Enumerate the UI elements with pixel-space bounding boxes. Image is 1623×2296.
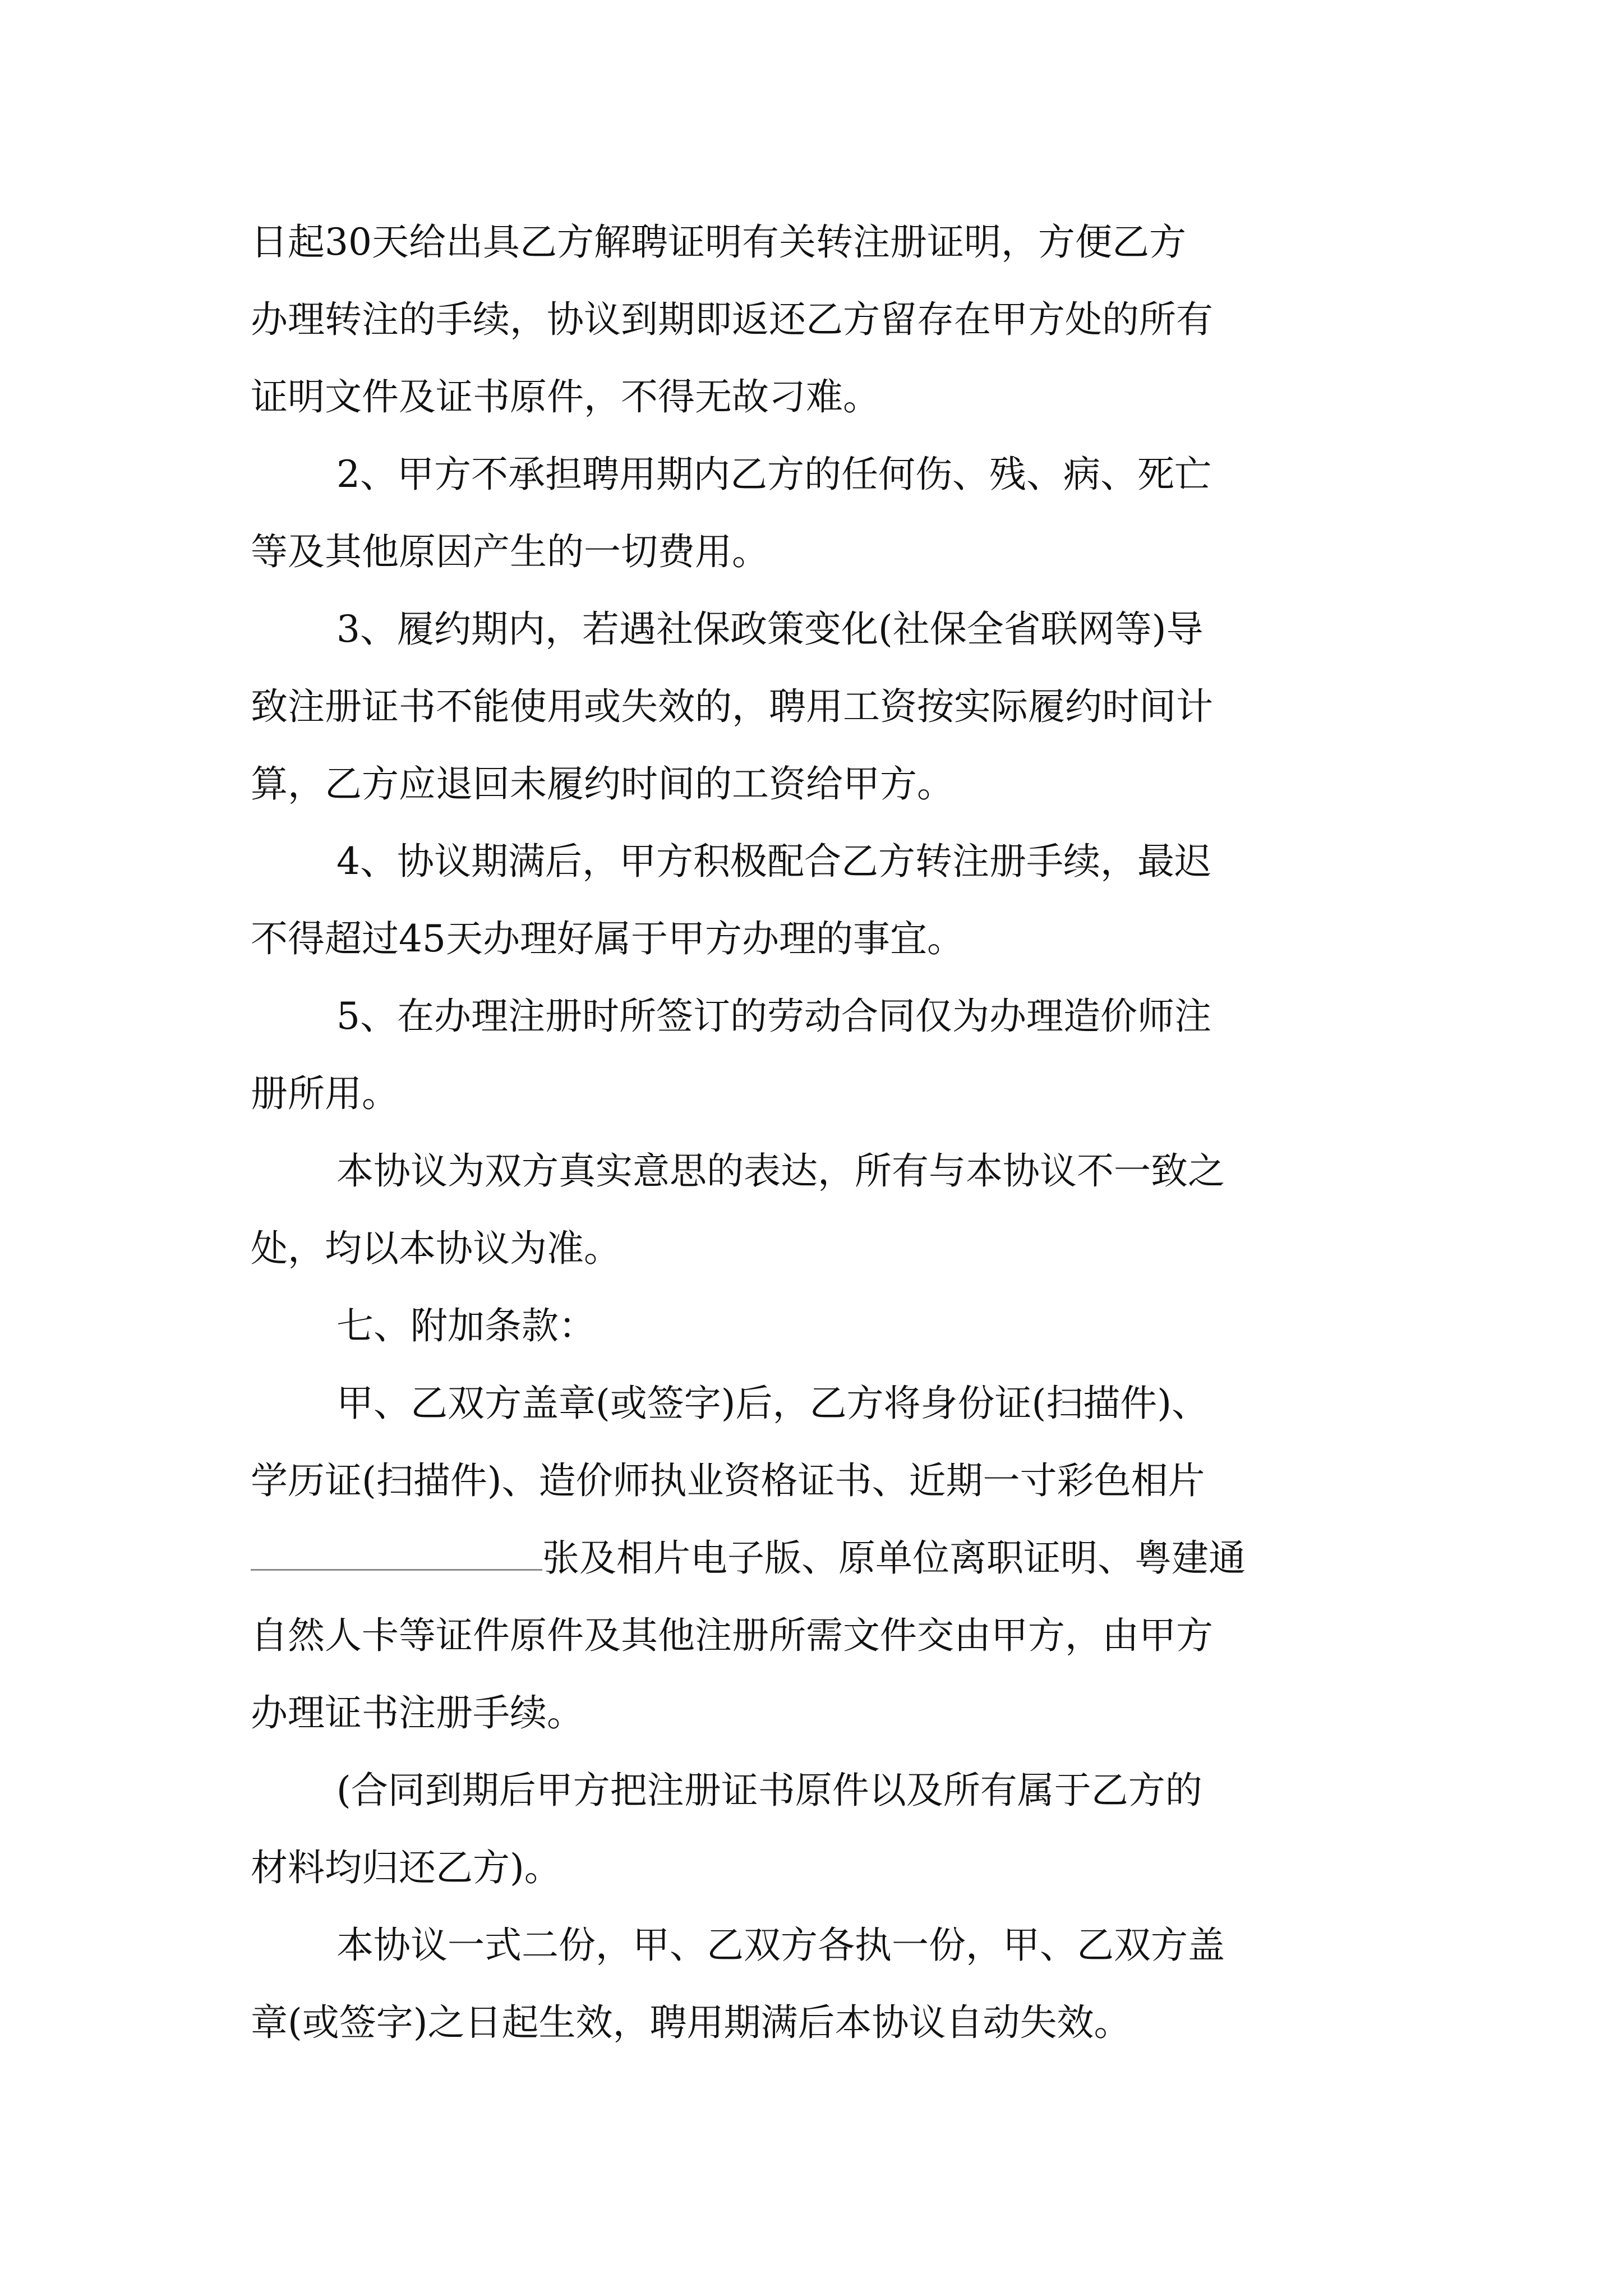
text-line: 日起30天给出具乙方解聘证明有关转注册证明，方便乙方 xyxy=(251,220,1186,264)
section-heading: 七、附加条款： xyxy=(336,1304,596,1347)
text-line: 等及其他原因产生的一切费用。 xyxy=(251,530,769,573)
note-line: (合同到期后甲方把注册证书原件以及所有属于乙方的 xyxy=(336,1769,1202,1812)
appendix-line: 甲、乙双方盖章(或签字)后，乙方将身份证(扫描件)、 xyxy=(336,1382,1209,1425)
text-line: 处，均以本协议为准。 xyxy=(251,1227,621,1270)
clause-2-line: 2、甲方不承担聘用期内乙方的任何伤、残、病、死亡 xyxy=(336,453,1211,496)
blank-underline[interactable] xyxy=(251,1535,542,1571)
fill-in-line xyxy=(251,1530,1246,1586)
text-line: 材料均归还乙方)。 xyxy=(251,1846,561,1889)
statement-line: 本协议为双方真实意思的表达，所有与本协议不一致之 xyxy=(336,1149,1225,1193)
text-line: 学历证(扫描件)、造价师执业资格证书、近期一寸彩色相片 xyxy=(251,1459,1205,1502)
copies-line: 本协议一式二份，甲、乙双方各执一份，甲、乙双方盖 xyxy=(336,1924,1225,1967)
clause-3-line: 3、履约期内，若遇社保政策变化(社保全省联网等)导 xyxy=(336,608,1204,651)
clause-4-line: 4、协议期满后，甲方积极配合乙方转注册手续，最迟 xyxy=(336,840,1211,883)
clause-5-line: 5、在办理注册时所签订的劳动合同仅为办理造价师注 xyxy=(336,995,1211,1038)
text-line: 不得超过45天办理好属于甲方办理的事宜。 xyxy=(251,917,964,960)
text-line: 册所用。 xyxy=(251,1072,399,1115)
text-line: 证明文件及证书原件，不得无故刁难。 xyxy=(251,375,880,418)
text-line: 章(或签字)之日起生效，聘用期满后本协议自动失效。 xyxy=(251,2001,1131,2044)
text-span: 张及相片电子版、原单位离职证明、粤建通 xyxy=(542,1536,1246,1580)
text-line: 致注册证书不能使用或失效的，聘用工资按实际履约时间计 xyxy=(251,685,1213,728)
text-line: 算，乙方应退回未履约时间的工资给甲方。 xyxy=(251,762,954,806)
text-line: 办理证书注册手续。 xyxy=(251,1691,584,1734)
text-line: 自然人卡等证件原件及其他注册所需文件交由甲方，由甲方 xyxy=(251,1614,1213,1657)
text-line: 办理转注的手续，协议到期即返还乙方留存在甲方处的所有 xyxy=(251,298,1213,341)
